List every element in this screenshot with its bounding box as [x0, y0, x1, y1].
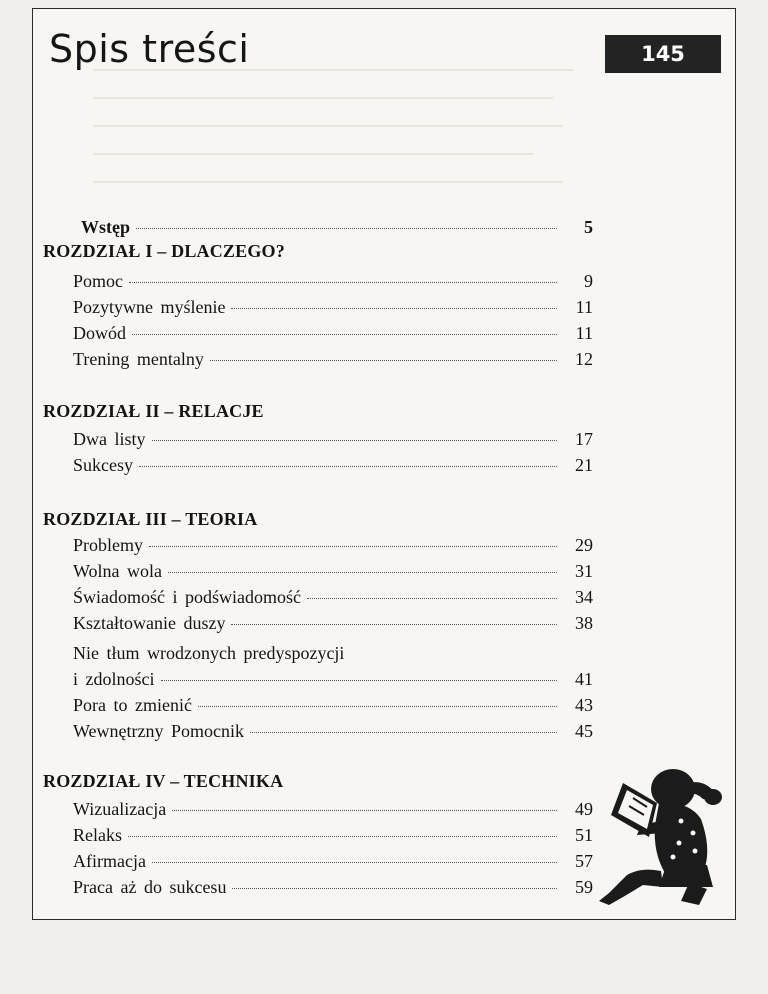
toc-entry[interactable] [73, 643, 344, 664]
toc-entry-title: Trening mentalny [73, 349, 204, 369]
toc-entry[interactable] [73, 587, 593, 608]
toc-entry[interactable] [73, 323, 593, 344]
toc-entry-title: Nie tłum wrodzonych predyspozycji [73, 643, 345, 663]
dot-leader [198, 706, 557, 707]
toc-entry[interactable] [73, 877, 593, 898]
dot-leader [232, 888, 557, 889]
toc-entry-title: Pora to zmienić [73, 695, 192, 715]
dot-leader [307, 598, 557, 599]
toc-entry-title: Wstęp [81, 217, 130, 237]
toc-entry-page: 5 [584, 217, 593, 237]
toc-entry[interactable] [73, 271, 593, 292]
toc-entry-title: Świadomość i podświadomość [73, 587, 301, 607]
toc-entry-page: 21 [575, 455, 593, 475]
dot-leader [172, 810, 557, 811]
toc-entry[interactable] [73, 297, 593, 318]
toc-entry[interactable] [73, 799, 593, 820]
toc-entry-page: 11 [575, 323, 593, 343]
toc-entry-title: Relaks [73, 825, 122, 845]
toc-entry[interactable] [73, 613, 593, 634]
toc-entry-page: 29 [575, 535, 593, 555]
toc-entry-title: i zdolności [73, 669, 155, 689]
page-number: 145 [641, 42, 685, 66]
dot-leader [161, 680, 558, 681]
page-title: Spis treści [49, 27, 250, 71]
toc-entry-title: Wizualizacja [73, 799, 167, 819]
toc-entry[interactable] [73, 429, 593, 450]
toc-entry-title: Kształtowanie duszy [73, 613, 226, 633]
toc-entry-page: 59 [575, 877, 593, 897]
dot-leader [128, 836, 557, 837]
toc-entry-page: 9 [584, 271, 593, 291]
dot-leader [129, 282, 557, 283]
dot-leader [168, 572, 557, 573]
chapter-heading[interactable]: ROZDZIAŁ I – DLACZEGO? [43, 241, 285, 261]
chapter-heading[interactable]: ROZDZIAŁ II – RELACJE [43, 401, 264, 421]
dot-leader [152, 440, 558, 441]
dot-leader [132, 334, 557, 335]
toc-entry[interactable] [73, 851, 593, 872]
toc-entry-intro[interactable] [81, 217, 593, 238]
toc-entry[interactable] [73, 561, 593, 582]
toc-entry-page: 41 [575, 669, 593, 689]
toc-entry-title: Problemy [73, 535, 143, 555]
toc-entry-page: 49 [575, 799, 593, 819]
toc-entry-page: 43 [575, 695, 593, 715]
toc-entry[interactable] [73, 825, 593, 846]
chapter-heading[interactable]: ROZDZIAŁ III – TEORIA [43, 509, 258, 529]
chapter-heading[interactable]: ROZDZIAŁ IV – TECHNIKA [43, 771, 284, 791]
toc-entry-page: 11 [575, 297, 593, 317]
toc-entry-title: Wewnętrzny Pomocnik [73, 721, 245, 741]
book-page [32, 8, 736, 920]
toc-entry[interactable] [73, 721, 593, 742]
toc-entry-title: Dowód [73, 323, 126, 343]
dot-leader [231, 308, 557, 309]
toc-entry-title: Afirmacja [73, 851, 146, 871]
toc-entry-page: 31 [575, 561, 593, 581]
toc-entry[interactable] [73, 669, 593, 690]
dot-leader [231, 624, 557, 625]
toc-entry-title: Praca aż do sukcesu [73, 877, 227, 897]
toc-entry-page: 17 [575, 429, 593, 449]
girl-reading-icon [589, 763, 729, 907]
toc-entry[interactable] [73, 535, 593, 556]
toc-entry-page: 38 [575, 613, 593, 633]
dot-leader [250, 732, 557, 733]
toc-entry-title: Dwa listy [73, 429, 146, 449]
toc-entry-page: 45 [575, 721, 593, 741]
dot-leader [139, 466, 557, 467]
toc-entry[interactable] [73, 695, 593, 716]
dot-leader [136, 228, 557, 229]
dot-leader [152, 862, 557, 863]
toc-entry-title: Pomoc [73, 271, 124, 291]
toc-entry-title: Pozytywne myślenie [73, 297, 226, 317]
toc-entry-title: Wolna wola [73, 561, 163, 581]
toc-entry[interactable] [73, 349, 593, 370]
toc-entry-title: Sukcesy [73, 455, 133, 475]
toc-entry-page: 57 [575, 851, 593, 871]
dot-leader [149, 546, 557, 547]
toc-entry-page: 51 [575, 825, 593, 845]
toc-entry-page: 12 [575, 349, 593, 369]
toc-entry-page: 34 [575, 587, 593, 607]
toc-entry[interactable] [73, 455, 593, 476]
dot-leader [210, 360, 557, 361]
